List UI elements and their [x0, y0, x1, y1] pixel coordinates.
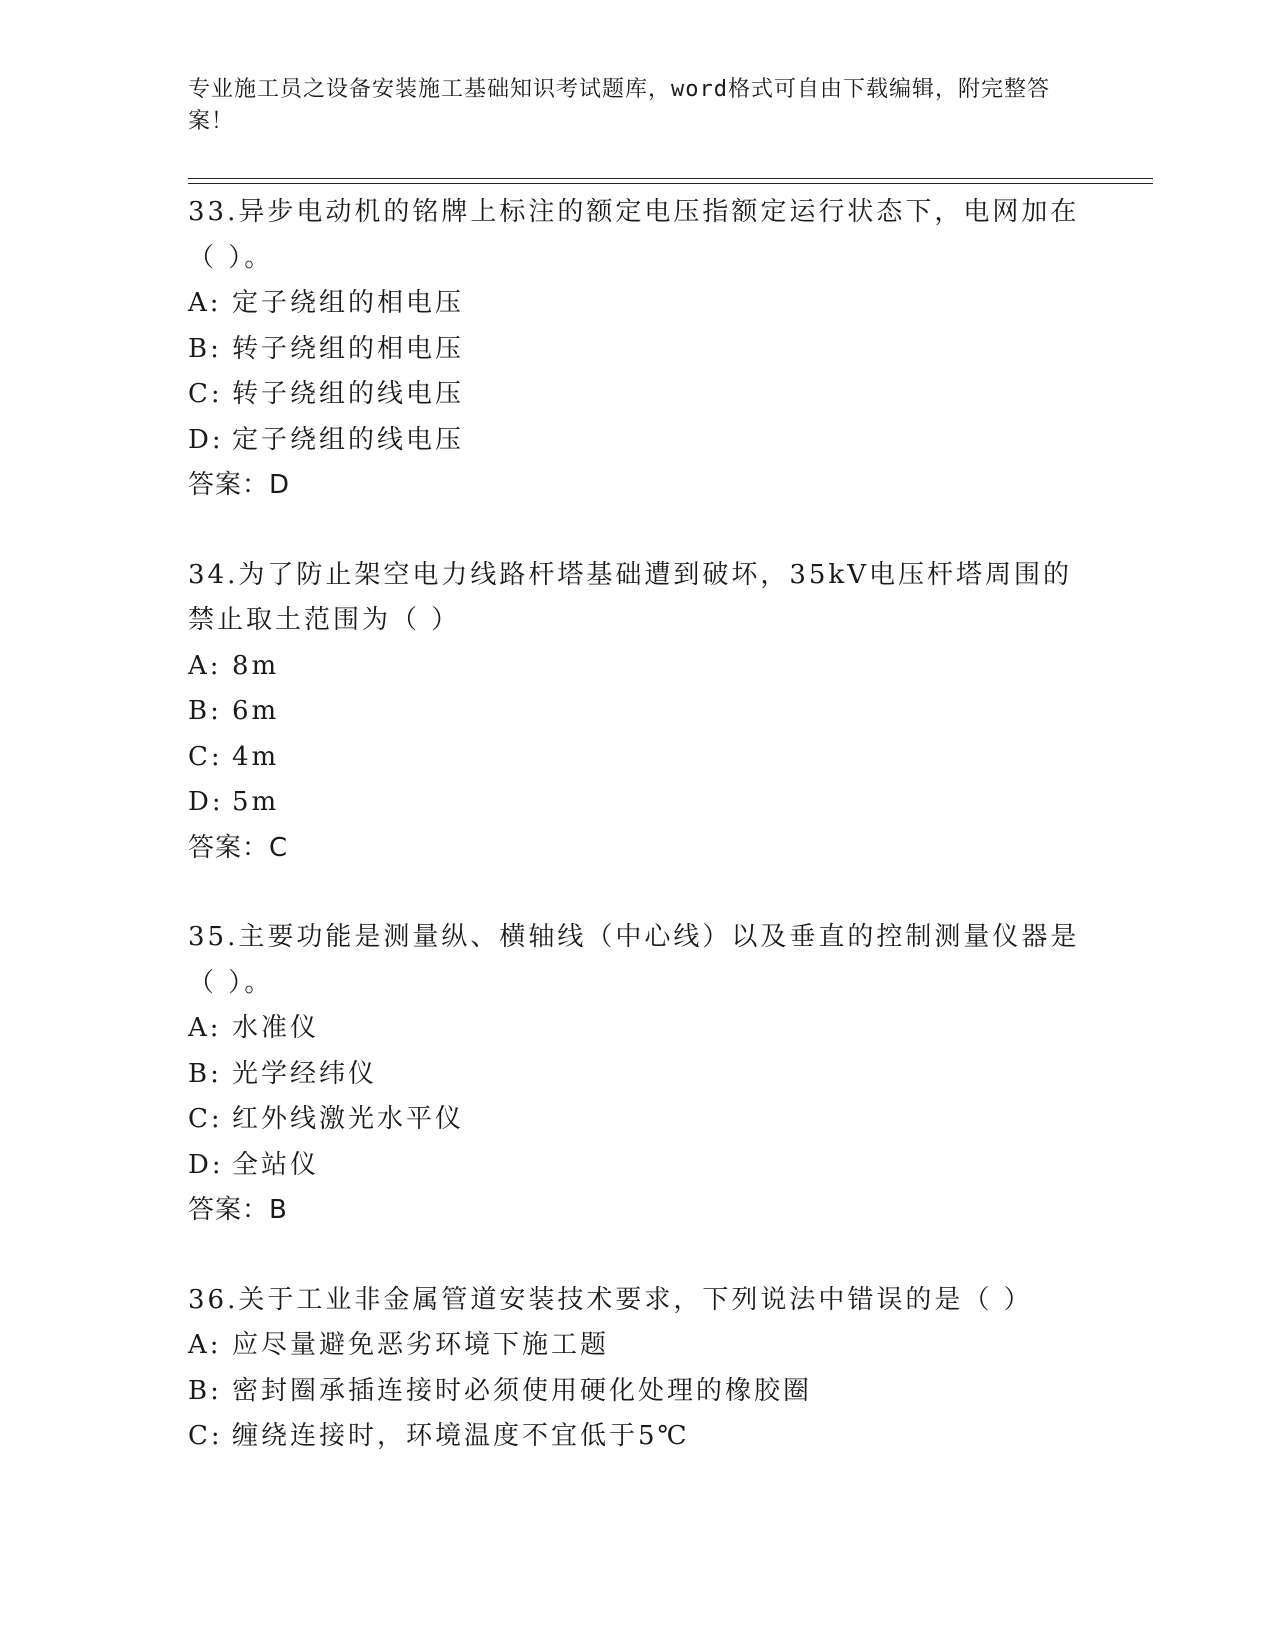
option-letter: D:: [188, 424, 224, 455]
option-c: [188, 1097, 1088, 1143]
question-stem: 33.异步电动机的铭牌上标注的额定电压指额定运行状态下，电网加在（ ）。: [188, 197, 1080, 273]
option-text: 8m: [232, 650, 280, 681]
option-text: 定子绕组的相电压: [232, 288, 465, 318]
option-text: 转子绕组的线电压: [232, 379, 465, 409]
question-list: [188, 190, 1088, 1504]
answer-line: 答案：C: [188, 832, 289, 863]
question-36: [188, 1278, 1088, 1460]
option-letter: A:: [188, 288, 222, 318]
option-d: [188, 1143, 1088, 1189]
option-letter: B:: [188, 1375, 222, 1406]
option-a: [188, 281, 1088, 327]
option-text: 缠绕连接时，环境温度不宜低于5℃: [232, 1421, 690, 1451]
option-letter: A:: [188, 650, 222, 681]
option-text: 红外线激光水平仪: [232, 1104, 465, 1134]
option-letter: B:: [188, 333, 222, 364]
option-b: [188, 327, 1088, 373]
option-text: 5m: [232, 787, 280, 817]
option-text: 水准仪: [232, 1013, 320, 1043]
option-c: [188, 735, 1088, 781]
option-letter: A:: [188, 1330, 222, 1360]
option-text: 转子绕组的相电压: [232, 333, 465, 364]
option-b: [188, 1369, 1088, 1415]
option-text: 密封圈承插连接时必须使用硬化处理的橡胶圈: [232, 1375, 813, 1406]
question-35: [188, 915, 1088, 1234]
question-34: [188, 553, 1088, 872]
option-a: [188, 1323, 1088, 1369]
option-b: [188, 1052, 1088, 1098]
option-a: [188, 644, 1088, 690]
document-header: 专业施工员之设备安装施工基础知识考试题库，word格式可自由下载编辑，附完整答案！: [188, 77, 1050, 134]
option-letter: C:: [188, 379, 223, 409]
option-text: 4m: [232, 741, 280, 772]
question-stem: 35.主要功能是测量纵、横轴线（中心线）以及垂直的控制测量仪器是（ ）。: [188, 922, 1080, 998]
answer-line: 答案：D: [188, 470, 291, 500]
option-c: [188, 1414, 1088, 1460]
question-stem: 36.关于工业非金属管道安装技术要求，下列说法中错误的是（ ）: [188, 1284, 1033, 1315]
option-letter: C:: [188, 741, 223, 772]
option-b: [188, 689, 1088, 735]
option-a: [188, 1006, 1088, 1052]
option-letter: D:: [188, 1149, 224, 1180]
option-letter: D:: [188, 787, 224, 817]
option-d: [188, 780, 1088, 826]
question-stem: 34.为了防止架空电力线路杆塔基础遭到破坏，35kV电压杆塔周围的禁止取土范围为（ ）: [188, 559, 1072, 635]
header-rule-bottom: [188, 183, 1153, 184]
option-c: [188, 372, 1088, 418]
option-text: 6m: [232, 696, 280, 726]
question-33: [188, 190, 1088, 509]
answer-line: 答案：B: [188, 1195, 288, 1225]
option-letter: C:: [188, 1421, 223, 1451]
option-text: 应尽量避免恶劣环境下施工题: [232, 1330, 610, 1360]
option-text: 全站仪: [232, 1149, 320, 1180]
option-letter: B:: [188, 696, 222, 726]
option-letter: C:: [188, 1104, 223, 1134]
option-d: [188, 418, 1088, 464]
header-rule-top: [188, 178, 1153, 179]
option-text: 定子绕组的线电压: [232, 424, 465, 455]
option-text: 光学经纬仪: [232, 1058, 378, 1089]
option-letter: B:: [188, 1058, 222, 1089]
option-letter: A:: [188, 1013, 222, 1043]
